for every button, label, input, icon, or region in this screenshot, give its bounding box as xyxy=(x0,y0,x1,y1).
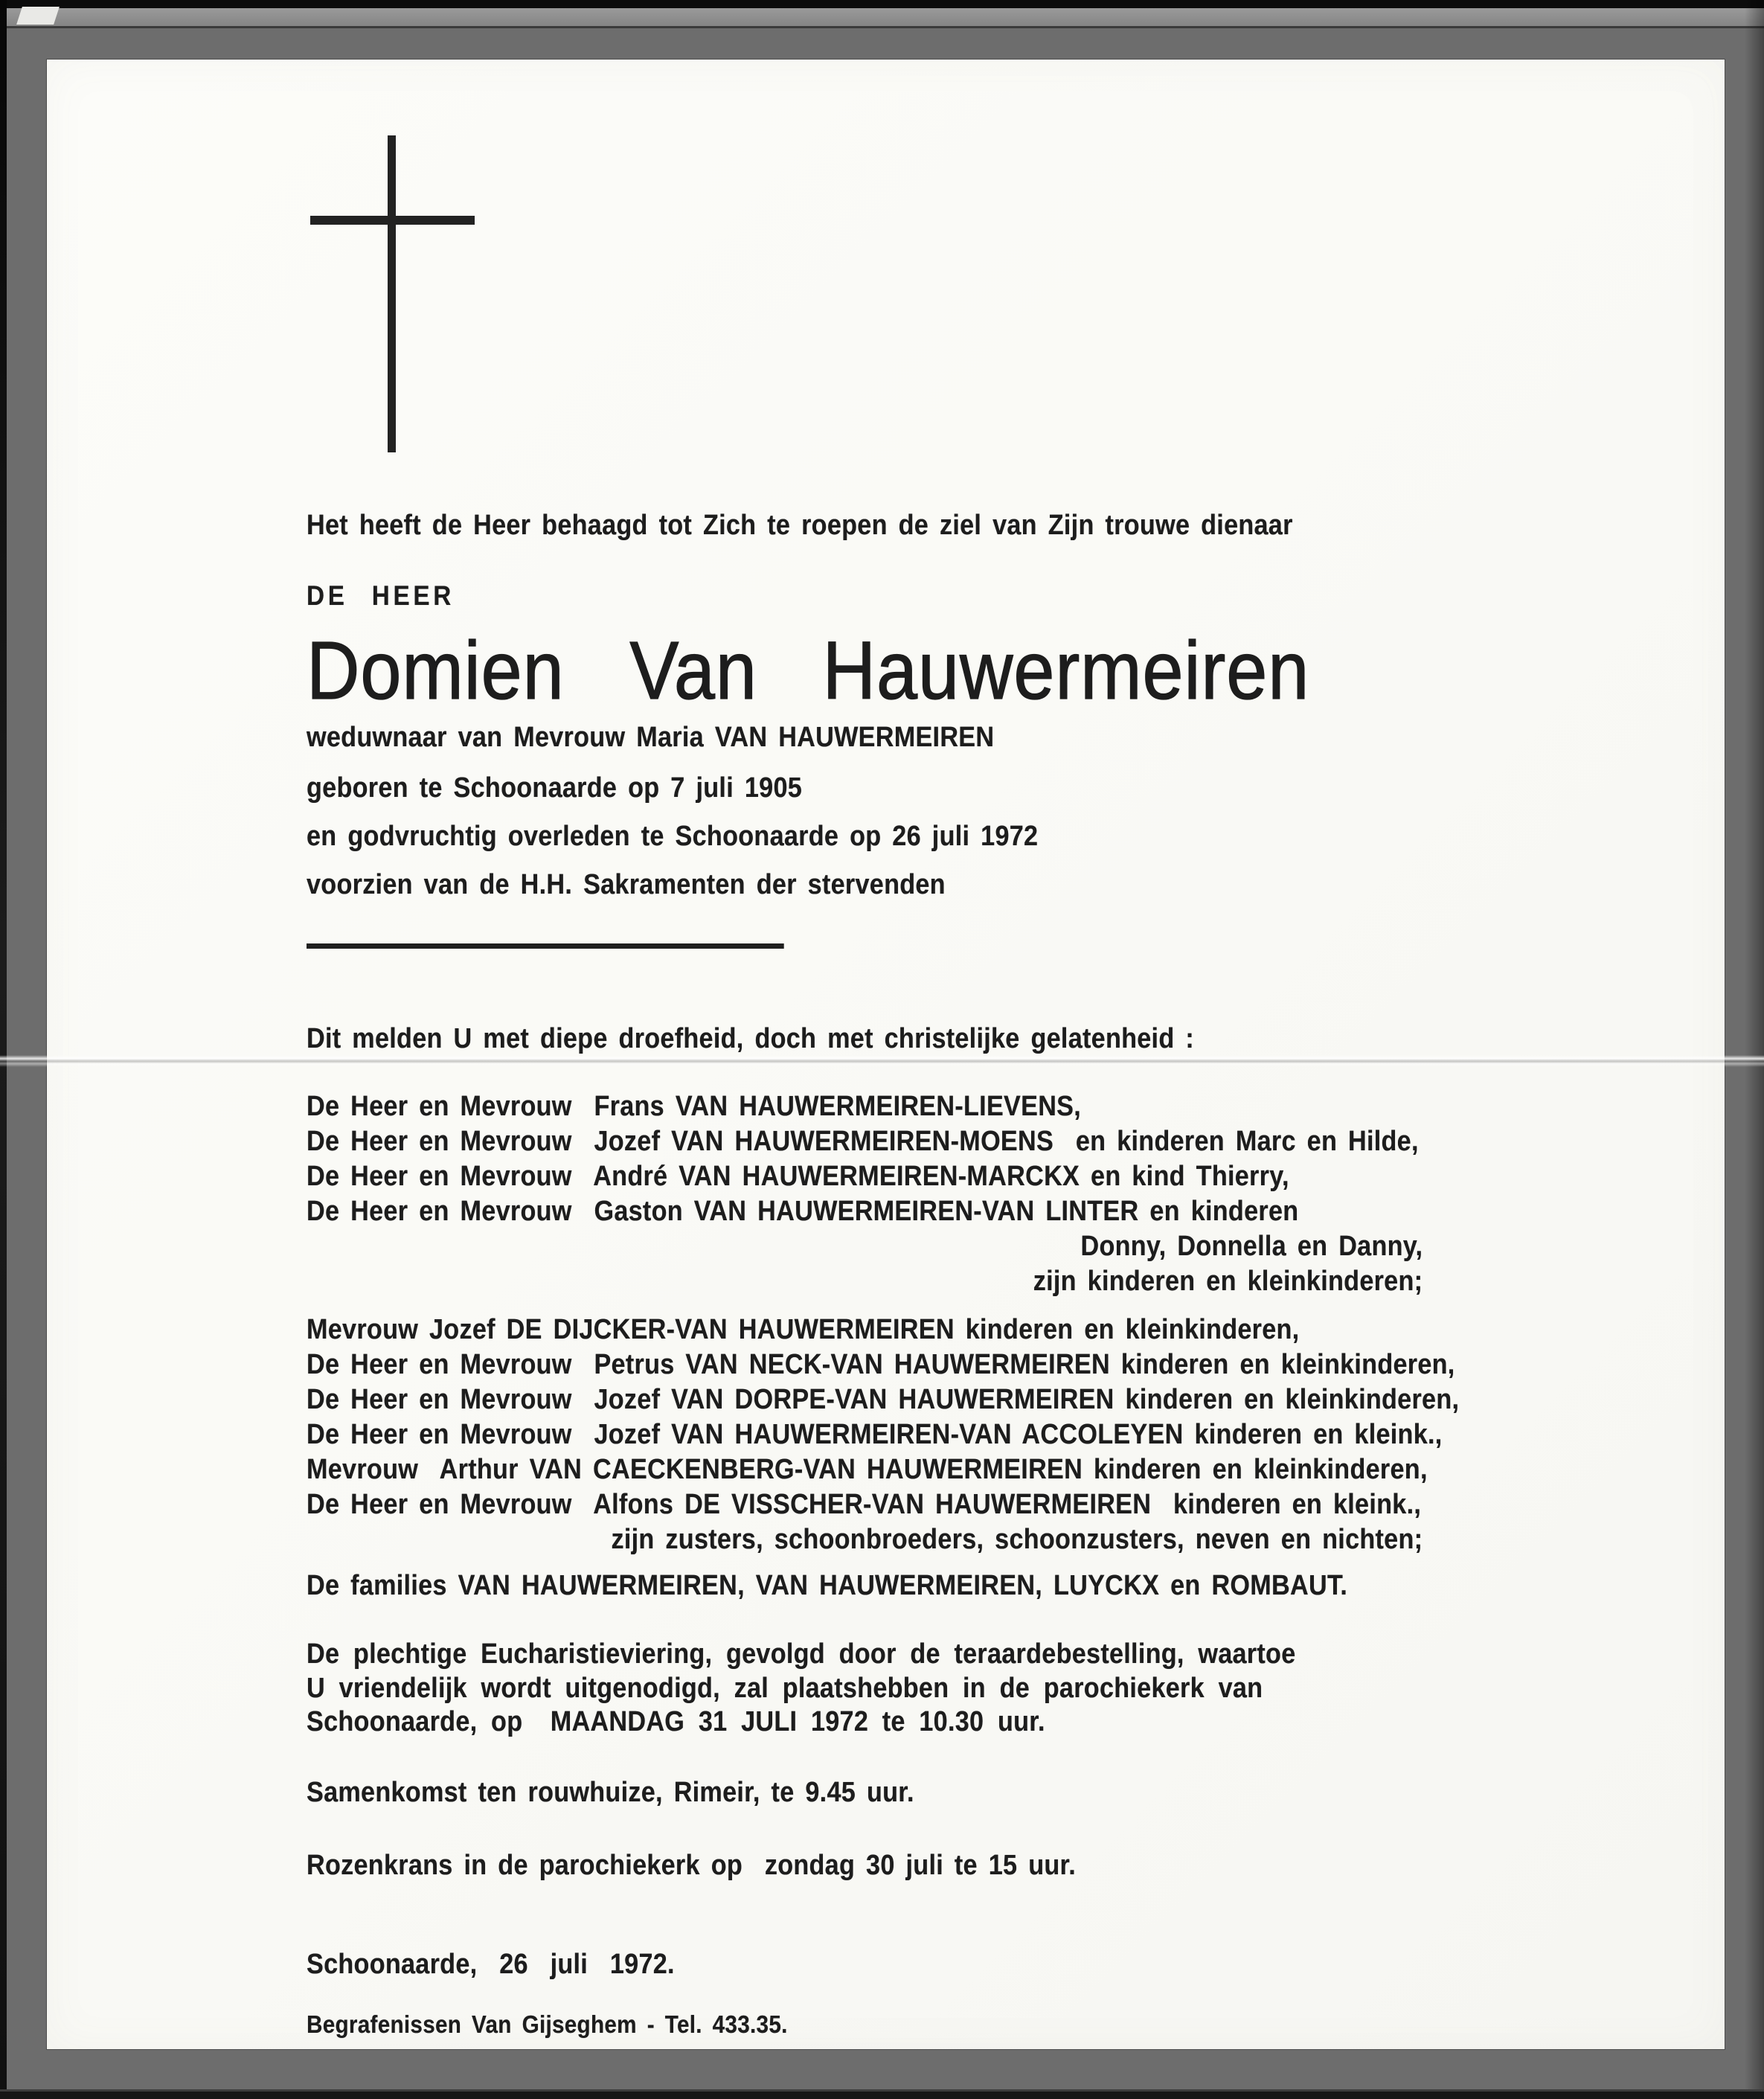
place-date-line: Schoonaarde, 26 juli 1972. xyxy=(307,1949,675,1980)
announcement-line: Dit melden U met diepe droefheid, doch met christelijke gelatenheid : xyxy=(307,1023,1195,1054)
scan-top-band xyxy=(0,8,1764,28)
widower-line: weduwnaar van Mevrouw Maria VAN HAUWERMEIREN xyxy=(307,722,995,753)
family-line: De Heer en Mevrouw Gaston VAN HAUWERMEIREN-VAN LINTER en kinderen xyxy=(307,1196,1299,1227)
relatives-summary-line: zijn kinderen en kleinkinderen; xyxy=(1033,1266,1423,1297)
family-line: De Heer en Mevrouw Jozef VAN HAUWERMEIREN-VAN ACCOLEYEN kinderen en kleink., xyxy=(307,1419,1443,1450)
sacraments-line: voorzien van de H.H. Sakramenten der stervenden xyxy=(307,869,946,900)
scan-left-edge xyxy=(0,0,7,2099)
scan-bottom-edge xyxy=(0,2092,1764,2099)
ceremony-line: Schoonaarde, op MAANDAG 31 JULI 1972 te 10.30 uur. xyxy=(307,1706,1045,1737)
relatives-summary-line: zijn zusters, schoonbroeders, schoonzusters, neven en nichten; xyxy=(611,1524,1423,1555)
family-line: De Heer en Mevrouw Petrus VAN NECK-VAN HAUWERMEIREN kinderen en kleinkinderen, xyxy=(307,1349,1455,1380)
grandchildren-line: Donny, Donnella en Danny, xyxy=(1080,1231,1423,1262)
deceased-name: Domien Van Hauwermeiren xyxy=(307,625,1310,717)
memorial-card xyxy=(47,60,1725,2049)
divider-rule xyxy=(307,943,784,949)
family-line: De Heer en Mevrouw Jozef VAN HAUWERMEIREN-MOENS en kinderen Marc en Hilde, xyxy=(307,1126,1419,1157)
scan-right-edge xyxy=(1745,0,1764,2099)
family-line: Mevrouw Arthur VAN CAECKENBERG-VAN HAUWERMEIREN kinderen en kleinkinderen, xyxy=(307,1454,1428,1485)
families-line: De families VAN HAUWERMEIREN, VAN HAUWERMEIREN, LUYCKX en ROMBAUT. xyxy=(307,1570,1348,1601)
family-line: De Heer en Mevrouw Frans VAN HAUWERMEIREN-LIEVENS, xyxy=(307,1091,1082,1122)
ceremony-line: U vriendelijk wordt uitgenodigd, zal plaatshebben in de parochiekerk van xyxy=(307,1673,1263,1704)
scan-top-edge xyxy=(0,0,1764,8)
family-line: De Heer en Mevrouw Alfons DE VISSCHER-VAN HAUWERMEIREN kinderen en kleink., xyxy=(307,1489,1422,1520)
rosary-line: Rozenkrans in de parochiekerk op zondag 30 juli te 15 uur. xyxy=(307,1850,1077,1881)
scan-paper-nick xyxy=(16,7,60,25)
gathering-line: Samenkomst ten rouwhuize, Rimeir, te 9.45 uur. xyxy=(307,1777,914,1808)
birth-line: geboren te Schoonaarde op 7 juli 1905 xyxy=(307,772,803,804)
family-line: Mevrouw Jozef DE DIJCKER-VAN HAUWERMEIREN kinderen en kleinkinderen, xyxy=(307,1314,1300,1345)
family-line: De Heer en Mevrouw André VAN HAUWERMEIREN-MARCKX en kind Thierry, xyxy=(307,1161,1289,1192)
text-column xyxy=(307,60,1460,2049)
family-line: De Heer en Mevrouw Jozef VAN DORPE-VAN HAUWERMEIREN kinderen en kleinkinderen, xyxy=(307,1384,1460,1415)
intro-line: Het heeft de Heer behaagd tot Zich te roepen de ziel van Zijn trouwe dienaar xyxy=(307,510,1293,541)
ceremony-line: De plechtige Eucharistieviering, gevolgd door de teraardebestelling, waartoe xyxy=(307,1638,1296,1670)
death-line: en godvruchtig overleden te Schoonaarde op 26 juli 1972 xyxy=(307,821,1039,852)
salutation-line: DE HEER xyxy=(307,580,455,611)
printer-credit-line: Begrafenissen Van Gijseghem - Tel. 433.35. xyxy=(307,2010,788,2038)
